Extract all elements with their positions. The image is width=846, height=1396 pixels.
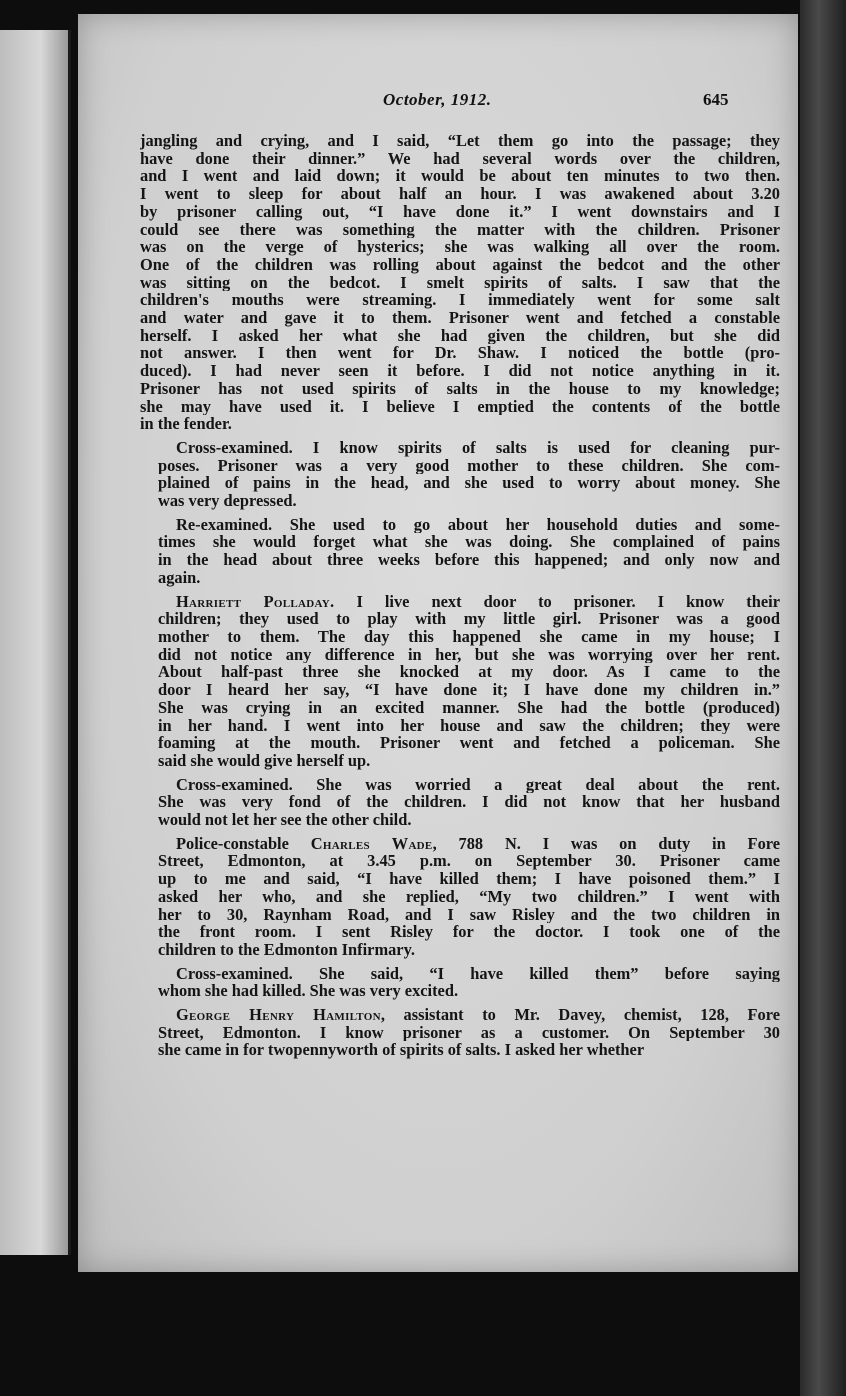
paragraph <box>140 593 780 770</box>
facing-page-edge <box>0 30 71 1255</box>
text-line: by prisoner calling out, “I have done it.” I went downstairs and I <box>140 202 780 221</box>
book-edge <box>800 0 846 1396</box>
text-line: One of the children was rolling about against the bedcot and the other <box>140 255 780 274</box>
text-line: door I heard her say, “I have done it; I have done my children in.” <box>158 681 780 699</box>
text-line: poses. Prisoner was a very good mother to these children. She com- <box>158 456 780 475</box>
text-line: would not let her see the other child. <box>158 811 412 829</box>
text-line: was on the verge of hysterics; she was walking all over the room. <box>140 238 780 256</box>
text-line <box>140 1006 780 1024</box>
text-line: and I went and laid down; it would be about ten minutes to two then. <box>140 167 780 186</box>
text-line: up to me and said, “I have killed them; I have poisoned them.” I <box>158 870 780 888</box>
text-line: whom she had killed. She was very excited. <box>158 982 459 1001</box>
page-number: 645 <box>703 90 729 109</box>
text-line: the front room. I sent Risley for the doctor. I took one of the <box>158 923 780 941</box>
text-line: plained of pains in the head, and she used to worry about money. She <box>158 474 780 493</box>
text-line: could see there was something the matter with the children. Prisoner <box>140 220 780 239</box>
text-line: foaming at the mouth. Prisoner went and fetched a policeman. She <box>158 734 780 752</box>
text-line: Prisoner has not used spirits of salts in the house to my knowledge; <box>140 379 780 398</box>
running-title: October, 1912. <box>383 90 492 109</box>
text-line: asked her who, and she replied, “My two children.” I went with <box>158 887 780 906</box>
text-line: her to 30, Raynham Road, and I saw Risley and the two children in <box>158 905 780 924</box>
paragraph <box>140 1006 780 1059</box>
speaker-title: Police-constable <box>176 834 311 853</box>
witness-name: George Henry Hamilton <box>176 1006 381 1024</box>
text-line: have done their dinner.” We had several words over the children, <box>140 149 780 168</box>
text-line: in the fender. <box>140 415 232 433</box>
text-line: and water and gave it to them. Prisoner went and fetched a constable <box>140 309 780 327</box>
text-line: again. <box>158 568 201 587</box>
text-line: she may have used it. I believe I emptied the contents of the bottle <box>140 397 780 416</box>
text-line: not answer. I then went for Dr. Shaw. I noticed the bottle (pro- <box>140 344 780 363</box>
paragraph <box>140 835 780 959</box>
text-line: children's mouths were streaming. I immediately went for some salt <box>140 291 780 310</box>
paragraph <box>140 965 780 1000</box>
text-line: in the head about three weeks before this happened; and only now and <box>158 551 780 569</box>
text-line: mother to them. The day this happened she came in my house; I <box>158 627 780 646</box>
text-line: She was crying in an excited manner. She had the bottle (produced) <box>158 698 780 717</box>
paragraph <box>140 516 780 587</box>
text-line: About half-past three she knocked at my door. As I came to the <box>158 663 780 682</box>
paragraph <box>140 439 780 510</box>
text-line: jangling and crying, and I said, “Let them go into the passage; they <box>140 132 780 150</box>
text-line: Cross-examined. I know spirits of salts is used for cleaning pur- <box>176 438 780 457</box>
line-text: I live next door to prisoner. I know their <box>334 592 780 611</box>
text-line: herself. I asked her what she had given the children, but she did <box>140 326 780 345</box>
line-text: , assistant to Mr. Davey, chemist, 128, Fore <box>380 1006 780 1024</box>
line-text: , 788 N. I was on duty in Fore <box>432 834 780 853</box>
text-line: I went to sleep for about half an hour. I was awakened about 3.20 <box>140 185 780 203</box>
text-line: was sitting on the bedcot. I smelt spirits of salts. I saw that the <box>140 273 780 292</box>
text-line <box>140 593 780 611</box>
text-line: Cross-examined. She said, “I have killed them” before saying <box>176 964 780 983</box>
text-line: times she would forget what she was doing. She complained of pains <box>158 533 780 552</box>
text-line: children to the Edmonton Infirmary. <box>158 940 415 959</box>
text-line: was very depressed. <box>158 492 297 510</box>
text-line: She was very fond of the children. I did not know that her husband <box>158 793 780 812</box>
page-header <box>78 90 798 114</box>
text-line: in her hand. I went into her house and saw the children; they were <box>158 716 780 735</box>
text-line: duced). I had never seen it before. I did not notice anything in it. <box>140 362 780 380</box>
text-line: Cross-examined. She was worried a great deal about the rent. <box>176 775 780 794</box>
book-page <box>78 14 798 1272</box>
witness-name: Charles Wade <box>310 834 433 853</box>
text-line: Street, Edmonton, at 3.45 p.m. on September 30. Prisoner came <box>158 852 780 871</box>
text-line: said she would give herself up. <box>158 751 371 770</box>
text-line <box>140 835 780 853</box>
page-body <box>140 132 780 1065</box>
text-line: did not notice any difference in her, but she was worrying over her rent. <box>158 645 780 664</box>
text-line: children; they used to play with my little girl. Prisoner was a good <box>158 610 780 628</box>
witness-name: Harriett Polladay. <box>176 592 335 611</box>
paragraph <box>140 776 780 829</box>
text-line: Street, Edmonton. I know prisoner as a customer. On September 30 <box>158 1023 780 1042</box>
text-line: she came in for twopennyworth of spirits of salts. I asked her whether <box>158 1041 645 1060</box>
paragraph <box>140 132 780 433</box>
text-line: Re-examined. She used to go about her household duties and some- <box>176 515 780 534</box>
